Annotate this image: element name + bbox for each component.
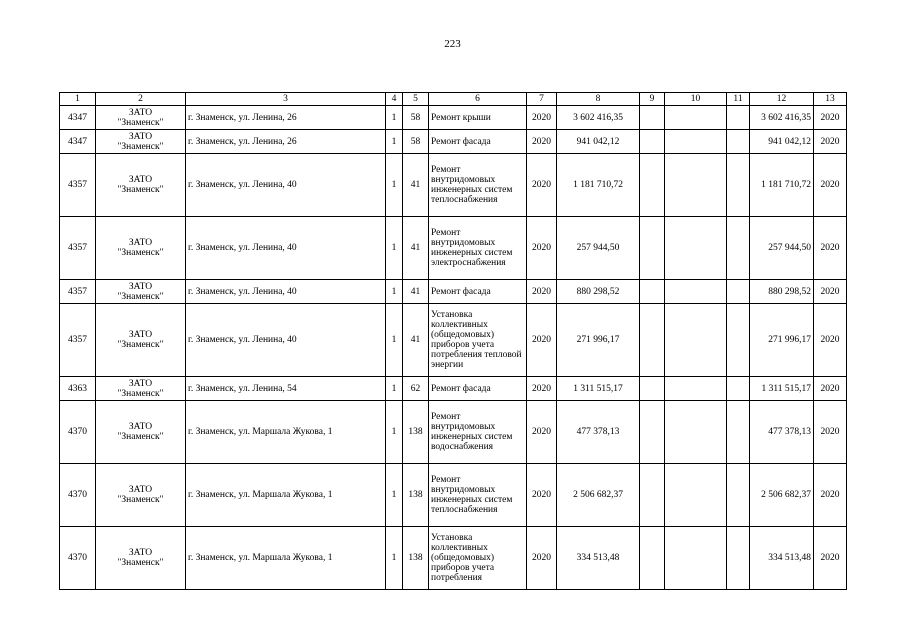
col5-cell: 41 <box>403 304 429 377</box>
col9-cell <box>640 217 665 280</box>
total-cost-cell: 3 602 416,35 <box>750 106 814 130</box>
column-header: 13 <box>814 93 847 106</box>
col10-cell <box>665 464 727 527</box>
completion-year-cell: 2020 <box>814 217 847 280</box>
house-id-cell: 4370 <box>60 464 96 527</box>
col11-cell <box>727 464 750 527</box>
municipality-cell <box>96 154 186 217</box>
municipality-name: "Знаменск" <box>117 432 164 442</box>
total-cost-cell: 334 513,48 <box>750 527 814 590</box>
municipality-name: "Знаменск" <box>117 340 164 350</box>
municipality-name: "Знаменск" <box>117 185 164 195</box>
col5-cell: 138 <box>403 527 429 590</box>
total-cost-cell: 2 506 682,37 <box>750 464 814 527</box>
completion-year-cell: 2020 <box>814 280 847 304</box>
table-row <box>60 401 847 464</box>
cost-cell: 334 513,48 <box>557 527 640 590</box>
total-cost-cell: 941 042,12 <box>750 130 814 154</box>
col4-cell: 1 <box>386 377 403 401</box>
col11-cell <box>727 217 750 280</box>
column-header: 7 <box>527 93 557 106</box>
municipality-name: "Знаменск" <box>117 117 164 128</box>
work-type-cell: Ремонт крыши <box>429 106 527 130</box>
cost-cell: 941 042,12 <box>557 130 640 154</box>
address-cell: г. Знаменск, ул. Ленина, 40 <box>186 280 386 304</box>
cost-cell: 1 181 710,72 <box>557 154 640 217</box>
municipality-cell <box>96 464 186 527</box>
address-cell: г. Знаменск, ул. Маршала Жукова, 1 <box>186 401 386 464</box>
col9-cell <box>640 304 665 377</box>
completion-year-cell: 2020 <box>814 130 847 154</box>
house-id-cell: 4370 <box>60 401 96 464</box>
cost-cell: 880 298,52 <box>557 280 640 304</box>
total-cost-cell: 880 298,52 <box>750 280 814 304</box>
house-id-cell: 4357 <box>60 304 96 377</box>
house-id-cell: 4357 <box>60 280 96 304</box>
column-header: 10 <box>665 93 727 106</box>
year-cell: 2020 <box>527 464 557 527</box>
municipality-type: ЗАТО <box>128 107 153 118</box>
municipality-cell <box>96 304 186 377</box>
year-cell: 2020 <box>527 106 557 130</box>
municipality-type: ЗАТО <box>128 485 153 495</box>
col5-cell: 138 <box>403 401 429 464</box>
col9-cell <box>640 130 665 154</box>
municipality-cell <box>96 130 186 154</box>
col10-cell <box>665 377 727 401</box>
municipality-name: "Знаменск" <box>117 291 164 302</box>
work-type-cell: Ремонт фасада <box>429 280 527 304</box>
year-cell: 2020 <box>527 280 557 304</box>
completion-year-cell: 2020 <box>814 377 847 401</box>
total-cost-cell: 257 944,50 <box>750 217 814 280</box>
address-cell: г. Знаменск, ул. Ленина, 40 <box>186 154 386 217</box>
col11-cell <box>727 377 750 401</box>
col4-cell: 1 <box>386 130 403 154</box>
col11-cell <box>727 154 750 217</box>
col9-cell <box>640 464 665 527</box>
col11-cell <box>727 280 750 304</box>
cost-cell: 477 378,13 <box>557 401 640 464</box>
col10-cell <box>665 527 727 590</box>
municipality-name: "Знаменск" <box>117 388 164 399</box>
col10-cell <box>665 130 727 154</box>
table-row <box>60 280 847 304</box>
municipality-type: ЗАТО <box>128 330 153 340</box>
col5-cell: 62 <box>403 377 429 401</box>
column-header: 12 <box>750 93 814 106</box>
municipality-name: "Знаменск" <box>117 558 164 568</box>
column-header: 4 <box>386 93 403 106</box>
municipality-cell <box>96 280 186 304</box>
col4-cell: 1 <box>386 304 403 377</box>
municipality-cell <box>96 377 186 401</box>
house-id-cell: 4347 <box>60 106 96 130</box>
column-header: 6 <box>429 93 527 106</box>
cost-cell: 1 311 515,17 <box>557 377 640 401</box>
table-row <box>60 527 847 590</box>
col10-cell <box>665 106 727 130</box>
municipality-name: "Знаменск" <box>117 248 164 258</box>
col4-cell: 1 <box>386 527 403 590</box>
municipality-type: ЗАТО <box>128 175 153 185</box>
col11-cell <box>727 106 750 130</box>
completion-year-cell: 2020 <box>814 527 847 590</box>
col9-cell <box>640 401 665 464</box>
municipality-type: ЗАТО <box>128 422 153 432</box>
house-id-cell: 4357 <box>60 154 96 217</box>
year-cell: 2020 <box>527 527 557 590</box>
col9-cell <box>640 154 665 217</box>
work-type-cell: Ремонт фасада <box>429 377 527 401</box>
col11-cell <box>727 304 750 377</box>
address-cell: г. Знаменск, ул. Ленина, 26 <box>186 106 386 130</box>
col5-cell: 58 <box>403 106 429 130</box>
work-type-cell: Ремонт внутридомовых инженерных систем теплоснабжения <box>429 154 527 217</box>
year-cell: 2020 <box>527 401 557 464</box>
municipality-type: ЗАТО <box>128 281 153 292</box>
column-header: 3 <box>186 93 386 106</box>
work-type-cell: Ремонт внутридомовых инженерных систем водоснабжения <box>429 401 527 464</box>
address-cell: г. Знаменск, ул. Ленина, 54 <box>186 377 386 401</box>
col5-cell: 41 <box>403 280 429 304</box>
house-id-cell: 4347 <box>60 130 96 154</box>
municipality-name: "Знаменск" <box>117 141 164 152</box>
table-row <box>60 464 847 527</box>
col11-cell <box>727 401 750 464</box>
column-header: 11 <box>727 93 750 106</box>
year-cell: 2020 <box>527 377 557 401</box>
col10-cell <box>665 304 727 377</box>
col5-cell: 41 <box>403 154 429 217</box>
completion-year-cell: 2020 <box>814 106 847 130</box>
column-number-row <box>60 93 847 106</box>
col4-cell: 1 <box>386 280 403 304</box>
municipality-type: ЗАТО <box>128 548 153 558</box>
table-row <box>60 154 847 217</box>
col10-cell <box>665 217 727 280</box>
municipality-cell <box>96 527 186 590</box>
column-header: 8 <box>557 93 640 106</box>
column-header: 2 <box>96 93 186 106</box>
cost-cell: 257 944,50 <box>557 217 640 280</box>
col4-cell: 1 <box>386 106 403 130</box>
table-row <box>60 377 847 401</box>
house-id-cell: 4363 <box>60 377 96 401</box>
col4-cell: 1 <box>386 401 403 464</box>
col9-cell <box>640 280 665 304</box>
total-cost-cell: 477 378,13 <box>750 401 814 464</box>
total-cost-cell: 1 181 710,72 <box>750 154 814 217</box>
column-header: 1 <box>60 93 96 106</box>
col10-cell <box>665 280 727 304</box>
cost-cell: 2 506 682,37 <box>557 464 640 527</box>
municipality-type: ЗАТО <box>128 131 153 142</box>
completion-year-cell: 2020 <box>814 464 847 527</box>
col9-cell <box>640 527 665 590</box>
work-type-cell: Ремонт внутридомовых инженерных систем теплоснабжения <box>429 464 527 527</box>
col4-cell: 1 <box>386 154 403 217</box>
year-cell: 2020 <box>527 304 557 377</box>
col9-cell <box>640 106 665 130</box>
col10-cell <box>665 401 727 464</box>
col5-cell: 138 <box>403 464 429 527</box>
completion-year-cell: 2020 <box>814 401 847 464</box>
address-cell: г. Знаменск, ул. Ленина, 40 <box>186 217 386 280</box>
municipality-type: ЗАТО <box>128 378 153 389</box>
col11-cell <box>727 130 750 154</box>
cost-cell: 271 996,17 <box>557 304 640 377</box>
col4-cell: 1 <box>386 217 403 280</box>
work-type-cell: Ремонт внутридомовых инженерных систем электроснабжения <box>429 217 527 280</box>
municipality-cell <box>96 401 186 464</box>
table-row <box>60 106 847 130</box>
address-cell: г. Знаменск, ул. Ленина, 26 <box>186 130 386 154</box>
table-row <box>60 304 847 377</box>
col11-cell <box>727 527 750 590</box>
total-cost-cell: 271 996,17 <box>750 304 814 377</box>
column-header: 9 <box>640 93 665 106</box>
municipality-cell <box>96 106 186 130</box>
table-row <box>60 217 847 280</box>
col9-cell <box>640 377 665 401</box>
table-row <box>60 130 847 154</box>
completion-year-cell: 2020 <box>814 154 847 217</box>
municipality-type: ЗАТО <box>128 238 153 248</box>
year-cell: 2020 <box>527 130 557 154</box>
repair-register-table <box>59 92 847 590</box>
year-cell: 2020 <box>527 154 557 217</box>
total-cost-cell: 1 311 515,17 <box>750 377 814 401</box>
col5-cell: 41 <box>403 217 429 280</box>
completion-year-cell: 2020 <box>814 304 847 377</box>
col5-cell: 58 <box>403 130 429 154</box>
column-header: 5 <box>403 93 429 106</box>
work-type-cell: Установка коллективных (общедомовых) приборов учета потребления тепловой энергии <box>429 304 527 377</box>
municipality-name: "Знаменск" <box>117 495 164 505</box>
house-id-cell: 4357 <box>60 217 96 280</box>
house-id-cell: 4370 <box>60 527 96 590</box>
address-cell: г. Знаменск, ул. Маршала Жукова, 1 <box>186 527 386 590</box>
address-cell: г. Знаменск, ул. Маршала Жукова, 1 <box>186 464 386 527</box>
work-type-cell: Ремонт фасада <box>429 130 527 154</box>
year-cell: 2020 <box>527 217 557 280</box>
cost-cell: 3 602 416,35 <box>557 106 640 130</box>
work-type-cell: Установка коллективных (общедомовых) приборов учета потребления <box>429 527 527 590</box>
municipality-cell <box>96 217 186 280</box>
address-cell: г. Знаменск, ул. Ленина, 40 <box>186 304 386 377</box>
col4-cell: 1 <box>386 464 403 527</box>
page-number: 223 <box>444 38 461 50</box>
col10-cell <box>665 154 727 217</box>
